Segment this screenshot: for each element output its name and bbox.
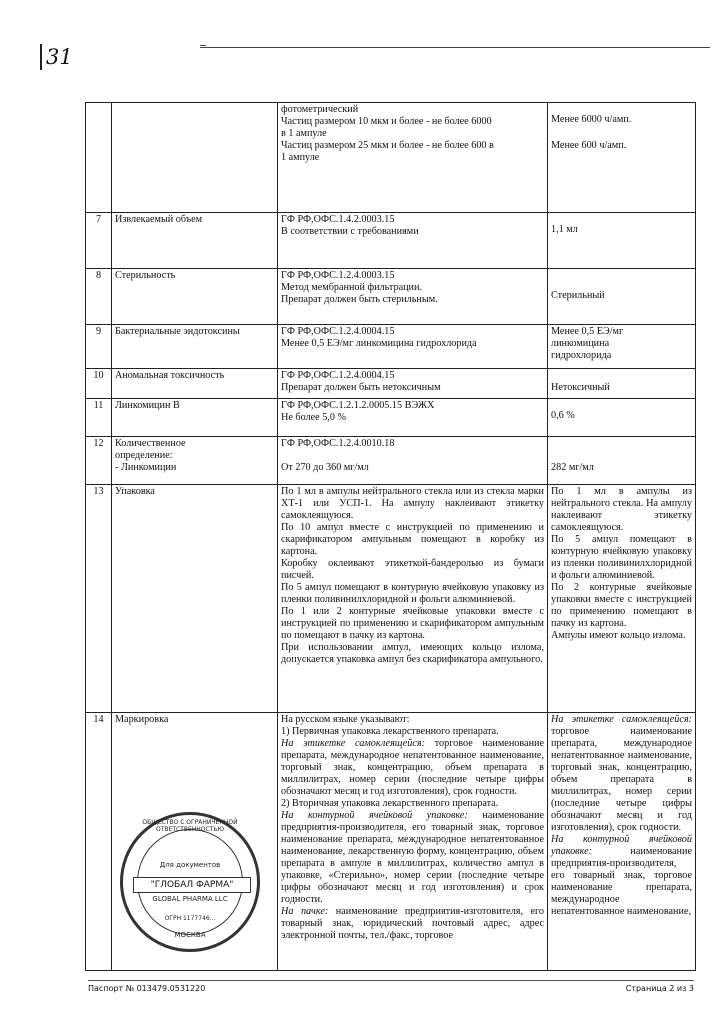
method-line: Не более 5,0 %	[281, 412, 347, 423]
footer-passport-number: Паспорт № 013479.0531220	[88, 984, 206, 993]
stamp-outer-text: ОБЩЕСТВО С ОГРАНИЧЕННОЙ ОТВЕТСТВЕННОСТЬЮ	[142, 819, 238, 833]
stamp-name-ru: "ГЛОБАЛ ФАРМА"	[133, 877, 251, 893]
method-line: ГФ РФ,ОФС.1.2.4.0003.15	[281, 270, 395, 281]
table-row	[86, 213, 696, 269]
row-method	[278, 399, 548, 437]
table-row	[86, 269, 696, 325]
table-row	[86, 437, 696, 485]
row-result	[548, 369, 696, 399]
method-paragraph: По 5 ампул помещают в контурную ячейковую упаковку из пленки поливинилхлоридной и фольги алюминиевой.	[281, 582, 544, 605]
row-result	[548, 485, 696, 713]
result-line: Стерильный	[551, 290, 605, 301]
method-line: ГФ РФ,ОФС.1.4.2.0003.15	[281, 214, 395, 225]
result-paragraph: Ампулы имеют кольцо излома.	[551, 630, 686, 641]
row-method	[278, 325, 548, 369]
row-number: 12	[86, 437, 112, 485]
table-row	[86, 369, 696, 399]
row-name: Линкомицин В	[112, 399, 278, 437]
result-line: Менее 600 ч/амп.	[551, 140, 627, 151]
result-paragraph: По 5 ампул помещают в контурную ячейковую упаковку из пленки поливинилхлоридной и фольги алюминиевой.	[551, 534, 692, 581]
method-line: Препарат должен быть нетоксичным	[281, 382, 441, 393]
row-result	[548, 437, 696, 485]
result-line: Нетоксичный	[551, 382, 610, 393]
method-line: ГФ РФ,ОФС.1.2.4.0004.15	[281, 370, 395, 381]
result-line: Менее 6000 ч/амп.	[551, 114, 632, 125]
row-result	[548, 103, 696, 213]
method-paragraph: По 10 ампул вместе с инструкцией по применению и скарификатором ампульным помещают в коробку из картона.	[281, 522, 544, 557]
table-row	[86, 325, 696, 369]
method-paragraph: Коробку оклеивают этикеткой-бандеролью из бумаги писчей.	[281, 558, 544, 581]
stamp-name-en: GLOBAL PHARMA LLC	[152, 895, 228, 903]
row-name: Аномальная токсичность	[112, 369, 278, 399]
method-paragraph: На контурной ячейковой упаковке: наименование предприятия-производителя, его товарный знак, торговое наименование препарата, международное непатентованное наименование, лекарственную форму, концентрацию, объем препарата в ампуле в миллилитрах, количество ампул в упаковке, «Стерильно», номер серии (последние четыре цифры обозначают месяц и год изготовления) и срок годности.	[281, 810, 544, 905]
footer-page-counter: Страница 2 из 3	[625, 984, 694, 993]
method-paragraph: 2) Вторичная упаковка лекарственного препарата.	[281, 798, 499, 809]
method-line: Препарат должен быть стерильным.	[281, 294, 438, 305]
name-line: определение:	[115, 450, 173, 461]
result-paragraph: На этикетке самоклеящейся: торговое наименование препарата, международное непатентованное наименование, торговый знак, концентрацию, объем препарата в миллилитрах, номер серии (последние четыре цифры обозначают месяц и год изготовления), срок годности.	[551, 714, 692, 833]
name-line: - Линкомицин	[115, 462, 177, 473]
row-number: 9	[86, 325, 112, 369]
result-line: 1,1 мл	[551, 224, 578, 235]
method-line: Менее 0,5 ЕЭ/мг линкомицина гидрохлорида	[281, 338, 477, 349]
method-line: ГФ РФ,ОФС.1.2.1.2.0005.15 ВЭЖХ	[281, 400, 435, 411]
row-method	[278, 369, 548, 399]
result-line: линкомицина	[551, 338, 610, 349]
row-method	[278, 485, 548, 713]
method-paragraph: По 1 мл в ампулы нейтрального стекла или из стекла марки ХТ-1 или УСП-1. На ампулу наклеивают этикетку самоклеящуюся.	[281, 486, 544, 521]
method-line: От 270 до 360 мг/мл	[281, 462, 369, 473]
row-method	[278, 713, 548, 971]
row-method	[278, 437, 548, 485]
row-result	[548, 399, 696, 437]
row-result	[548, 713, 696, 971]
row-method	[278, 103, 548, 213]
method-paragraph: На этикетке самоклеящейся: торговое наименование препарата, международное непатентованное наименование, торговый знак, концентрацию, объем препарата в миллилитрах, номер серии (последние четыре цифры обозначают месяц и год изготовления), срок годности.	[281, 738, 544, 797]
footer-rule	[88, 980, 694, 981]
result-line: гидрохлорида	[551, 350, 612, 361]
method-paragraph: При использовании ампул, имеющих кольцо излома, допускается упаковка ампул без скарификатора ампульного.	[281, 642, 544, 665]
method-line: фотометрический	[281, 104, 359, 115]
row-name: Маркировка	[112, 713, 278, 971]
table-row	[86, 103, 696, 213]
method-paragraph: На пачке: наименование предприятия-изготовителя, его товарный знак, юридический почтовый адрес, адрес электронной почты, тел./факс, торговое	[281, 906, 544, 941]
row-name: Бактериальные эндотоксины	[112, 325, 278, 369]
top-dash	[200, 45, 206, 46]
method-line: 1 ампуле	[281, 152, 320, 163]
row-method	[278, 213, 548, 269]
row-name	[112, 103, 278, 213]
name-line: Количественное	[115, 438, 186, 449]
result-line: Менее 0,5 ЕЭ/мг	[551, 326, 624, 337]
method-paragraph: 1) Первичная упаковка лекарственного препарата.	[281, 726, 499, 737]
company-stamp	[120, 812, 260, 952]
method-line: ГФ РФ,ОФС.1.2.4.0004.15	[281, 326, 395, 337]
table-row	[86, 485, 696, 713]
result-line: 0,6 %	[551, 410, 575, 421]
method-line: Частиц размером 10 мкм и более - не более 6000	[281, 116, 492, 127]
method-line: Частиц размером 25 мкм и более - не более 600 в	[281, 140, 494, 151]
row-result	[548, 325, 696, 369]
top-rule	[200, 47, 710, 48]
row-number	[86, 103, 112, 213]
row-number: 8	[86, 269, 112, 325]
method-line: Метод мембранной фильтрации.	[281, 282, 422, 293]
method-paragraph: На русском языке указывают:	[281, 714, 410, 725]
row-name	[112, 437, 278, 485]
result-paragraph: На контурной ячейковой упаковке: наименование предприятия-производителя, его товарный знак, торговое наименование препарата, международное непатентованное наименование,	[551, 834, 692, 917]
row-number: 7	[86, 213, 112, 269]
page-mark: 31	[40, 44, 74, 70]
method-line: ГФ РФ,ОФС.1.2.4.0010.18	[281, 438, 395, 449]
method-line: В соответствии с требованиями	[281, 226, 419, 237]
stamp-for-docs: Для документов	[159, 861, 221, 869]
table-row	[86, 399, 696, 437]
result-line: 282 мг/мл	[551, 462, 594, 473]
result-paragraph: По 2 контурные ячейковые упаковки вместе с инструкцией по применению помещают в пачку из картона.	[551, 582, 692, 629]
row-number: 10	[86, 369, 112, 399]
row-result	[548, 213, 696, 269]
stamp-ogrn: ОГРН 1177746...	[164, 915, 216, 922]
row-number: 11	[86, 399, 112, 437]
row-name: Стерильность	[112, 269, 278, 325]
row-method	[278, 269, 548, 325]
row-number: 13	[86, 485, 112, 713]
result-paragraph: По 1 мл в ампулы из нейтрального стекла. На ампулу наклеивают этикетку самоклеящуюся.	[551, 486, 692, 533]
method-line: в 1 ампуле	[281, 128, 327, 139]
row-number: 14	[86, 713, 112, 971]
method-paragraph: По 1 или 2 контурные ячейковые упаковки вместе с инструкцией по применению и скарификатором ампульным по помещают в пачку из картона.	[281, 606, 544, 641]
stamp-city: МОСКВА	[174, 931, 206, 939]
row-name: Извлекаемый объем	[112, 213, 278, 269]
row-name: Упаковка	[112, 485, 278, 713]
row-result	[548, 269, 696, 325]
